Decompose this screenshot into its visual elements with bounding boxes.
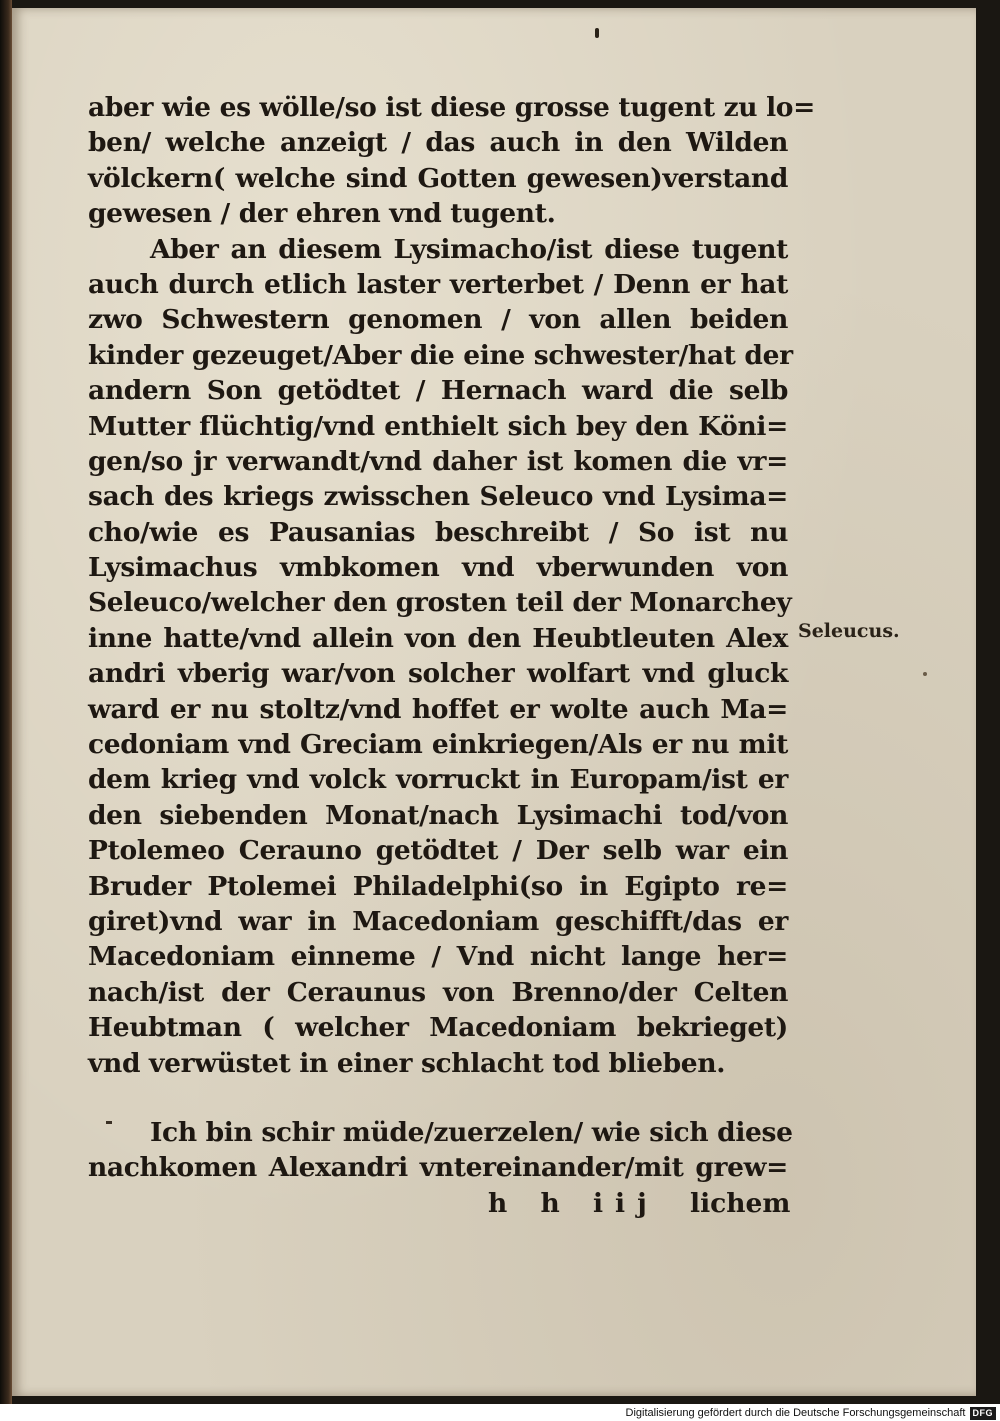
text-line: Aber an diesem Lysimacho/ist diese tugent [150, 233, 788, 265]
text-line: auch durch etlich laster verterbet / Denn er hat [88, 268, 788, 300]
footer-text: Digitalisierung gefördert durch die Deutsche Forschungsgemeinschaft [625, 1407, 966, 1419]
text-line: Mutter flüchtig/vnd enthielt sich bey den Köni= [88, 410, 788, 442]
text-line: ben/ welche anzeigt / das auch in den Wilden [88, 127, 788, 159]
text-line: ward er nu stoltz/vnd hoffet er wolte auch Ma= [88, 693, 788, 725]
text-line: sach des kriegs zwisschen Seleuco vnd Lysima= [88, 481, 788, 513]
book-page [12, 8, 976, 1396]
signature-mark: h h iij [488, 1187, 659, 1219]
text-line: Ich bin schir müde/zuerzelen/ wie sich diese [150, 1116, 793, 1148]
text-line: völckern( welche sind Gotten gewesen)verstand [88, 162, 788, 194]
paper-mark [106, 1121, 112, 1124]
text-line: Bruder Ptolemei Philadelphi(so in Egipto re= [88, 870, 788, 902]
dfg-logo: DFG [970, 1407, 997, 1420]
text-line: kinder gezeuget/Aber die eine schwester/hat der [88, 339, 793, 371]
text-line: cedoniam vnd Greciam einkriegen/Als er nu mit [88, 729, 788, 761]
text-line: vnd verwüstet in einer schlacht tod blieben. [88, 1047, 726, 1079]
text-line: Lysimachus vmbkomen vnd vberwunden von [88, 552, 788, 584]
digitization-footer [626, 1405, 996, 1421]
text-line: nach/ist der Ceraunus von Brenno/der Celten [88, 976, 788, 1008]
body-text [88, 90, 815, 1221]
text-line: gewesen / der ehren vnd tugent. [88, 198, 556, 230]
paper-speck [923, 672, 927, 676]
margin-note: Seleucus. [798, 620, 900, 642]
text-line: nachkomen Alexandri vntereinander/mit grew= [88, 1152, 788, 1184]
text-line: giret)vnd war in Macedoniam geschifft/das er [88, 905, 788, 937]
text-line: den siebenden Monat/nach Lysimachi tod/von [88, 799, 788, 831]
text-line: cho/wie es Pausanias beschreibt / So ist nu [88, 516, 788, 548]
text-line: zwo Schwestern genomen / von allen beiden [88, 304, 788, 336]
text-line: Heubtman ( welcher Macedoniam bekrieget) [88, 1012, 788, 1044]
text-line: Macedoniam einneme / Vnd nicht lange her= [88, 941, 788, 973]
text-line: Ptolemeo Cerauno getödtet / Der selb war ein [88, 835, 788, 867]
text-line: dem krieg vnd volck vorruckt in Europam/ist er [88, 764, 788, 796]
catchword: lichem [690, 1187, 791, 1219]
text-line: andri vberig war/von solcher wolfart vnd gluck [88, 658, 788, 690]
page-mark [595, 28, 599, 38]
text-line: aber wie es wölle/so ist diese grosse tugent zu lo= [88, 92, 815, 123]
signature-line [88, 1186, 791, 1221]
paragraph-gap [88, 1081, 788, 1115]
text-line: inne hatte/vnd allein von den Heubtleuten Alex [88, 622, 788, 654]
text-line: andern Son getödtet / Hernach ward die selb [88, 375, 788, 407]
book-edge [0, 0, 12, 1404]
text-line: gen/so jr verwandt/vnd daher ist komen die vr= [88, 445, 788, 477]
text-line: Seleuco/welcher den grosten teil der Monarchey [88, 587, 792, 619]
